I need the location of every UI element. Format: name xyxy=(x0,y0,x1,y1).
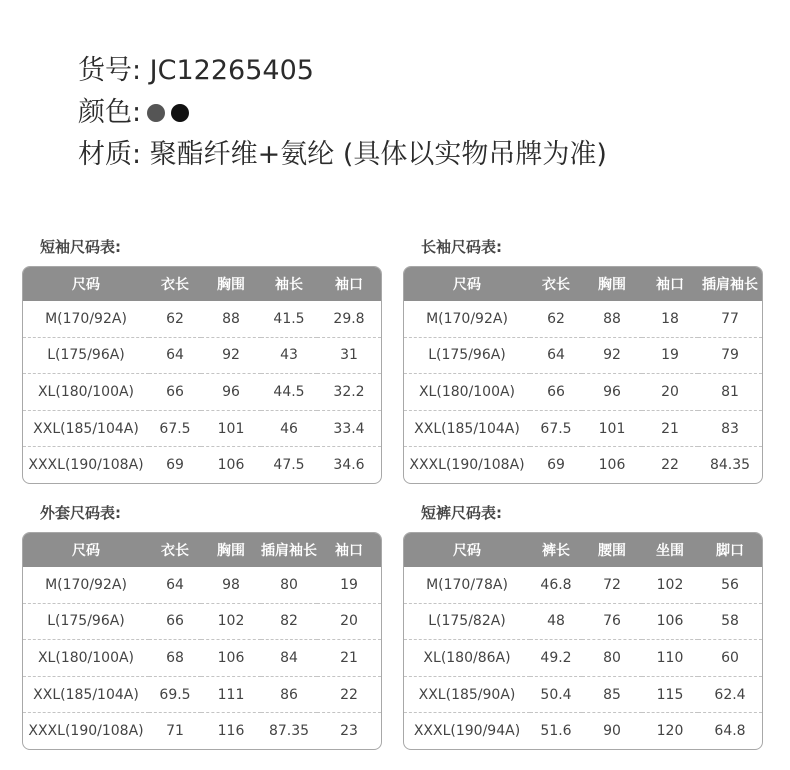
table-row xyxy=(23,373,381,410)
table-cell: XXL(185/104A) xyxy=(23,676,149,713)
table-cell: 67.5 xyxy=(149,410,201,447)
short-sleeve-table xyxy=(22,266,382,484)
column-header: 袖长 xyxy=(261,267,317,301)
table-cell: 62 xyxy=(547,310,565,327)
table-cell: 101 xyxy=(201,410,261,447)
shorts-section xyxy=(403,502,761,750)
item-number: 货号: JC12265405 xyxy=(78,55,314,86)
table-row xyxy=(23,639,381,676)
table-cell: 56 xyxy=(721,576,739,593)
long-sleeve-table xyxy=(403,266,763,484)
table-cell: 69.5 xyxy=(149,676,201,713)
column-header: 袖口 xyxy=(642,267,698,301)
column-header: 尺码 xyxy=(23,267,149,301)
table-cell: M(170/92A) xyxy=(45,576,127,593)
table-cell: 96 xyxy=(582,373,642,410)
table-cell: 49.2 xyxy=(530,639,582,676)
table-cell: 48 xyxy=(530,603,582,640)
table-row xyxy=(404,639,762,676)
table-cell: 106 xyxy=(201,446,261,483)
table-cell: 87.35 xyxy=(261,712,317,749)
table-cell: 44.5 xyxy=(261,373,317,410)
column-header: 衣长 xyxy=(530,267,582,301)
table-cell: XXL(185/104A) xyxy=(23,410,149,447)
long-sleeve-section xyxy=(403,236,761,484)
table-cell: 67.5 xyxy=(530,410,582,447)
table-cell: 22 xyxy=(642,446,698,483)
shorts-title: 短裤尺码表: xyxy=(421,504,502,522)
table-cell: 19 xyxy=(642,337,698,374)
column-header: 胸围 xyxy=(201,267,261,301)
table-row xyxy=(23,712,381,749)
table-cell: 68 xyxy=(149,639,201,676)
product-info xyxy=(78,50,607,176)
table-cell: L(175/96A) xyxy=(23,603,149,640)
table-cell: 77 xyxy=(721,310,739,327)
table-cell: 120 xyxy=(642,712,698,749)
table-cell: 58 xyxy=(698,603,762,640)
column-header: 坐围 xyxy=(642,533,698,567)
column-header: 腰围 xyxy=(582,533,642,567)
table-cell: 116 xyxy=(201,712,261,749)
table-cell: 88 xyxy=(603,310,621,327)
table-cell: 29.8 xyxy=(333,310,365,327)
table-header-row xyxy=(404,533,762,567)
table-cell: 64 xyxy=(149,337,201,374)
table-cell: M(170/92A) xyxy=(45,310,127,327)
jacket-title: 外套尺码表: xyxy=(40,504,121,522)
column-header: 袖口 xyxy=(317,533,381,567)
table-cell: 23 xyxy=(317,712,381,749)
table-header-row xyxy=(404,267,762,301)
table-cell: 80 xyxy=(582,639,642,676)
table-row xyxy=(404,676,762,713)
table-cell: 85 xyxy=(582,676,642,713)
table-cell: 115 xyxy=(642,676,698,713)
table-header-row xyxy=(23,267,381,301)
table-cell: 71 xyxy=(149,712,201,749)
table-cell: 18 xyxy=(661,310,679,327)
table-row xyxy=(23,301,381,337)
table-cell: 20 xyxy=(317,603,381,640)
table-cell: XL(180/86A) xyxy=(404,639,530,676)
column-header: 插肩袖长 xyxy=(261,533,317,567)
table-cell: XXXL(190/108A) xyxy=(404,446,530,483)
table-cell: L(175/96A) xyxy=(23,337,149,374)
table-cell: 47.5 xyxy=(261,446,317,483)
table-cell: 96 xyxy=(201,373,261,410)
color-swatch-grey xyxy=(147,104,165,122)
table-cell: 51.6 xyxy=(530,712,582,749)
table-row xyxy=(23,676,381,713)
table-cell: 69 xyxy=(149,446,201,483)
table-cell: XXL(185/90A) xyxy=(404,676,530,713)
table-cell: 20 xyxy=(642,373,698,410)
table-cell: 32.2 xyxy=(317,373,381,410)
table-cell: 66 xyxy=(530,373,582,410)
table-row xyxy=(23,410,381,447)
table-cell: XXXL(190/94A) xyxy=(404,712,530,749)
table-cell: 33.4 xyxy=(317,410,381,447)
table-cell: 62.4 xyxy=(698,676,762,713)
table-cell: 88 xyxy=(222,310,240,327)
table-cell: 92 xyxy=(201,337,261,374)
table-cell: L(175/82A) xyxy=(404,603,530,640)
table-cell: 50.4 xyxy=(530,676,582,713)
table-row xyxy=(404,446,762,483)
table-row xyxy=(23,446,381,483)
material: 材质: 聚酯纤维+氨纶 (具体以实物吊牌为准) xyxy=(78,139,607,170)
table-cell: 64 xyxy=(166,576,184,593)
table-cell: XL(180/100A) xyxy=(23,639,149,676)
table-cell: 83 xyxy=(698,410,762,447)
column-header: 胸围 xyxy=(201,533,261,567)
table-cell: 111 xyxy=(201,676,261,713)
column-header: 衣长 xyxy=(149,533,201,567)
table-cell: 22 xyxy=(317,676,381,713)
table-cell: 62 xyxy=(166,310,184,327)
table-cell: 66 xyxy=(149,373,201,410)
table-cell: 19 xyxy=(340,576,358,593)
table-cell: 79 xyxy=(698,337,762,374)
color-row xyxy=(78,92,607,134)
table-cell: L(175/96A) xyxy=(404,337,530,374)
table-cell: 81 xyxy=(698,373,762,410)
table-cell: XXL(185/104A) xyxy=(404,410,530,447)
table-row xyxy=(404,373,762,410)
column-header: 脚口 xyxy=(698,533,762,567)
table-cell: M(170/78A) xyxy=(426,576,508,593)
table-cell: 84.35 xyxy=(698,446,762,483)
table-cell: 90 xyxy=(582,712,642,749)
table-cell: 69 xyxy=(530,446,582,483)
short-sleeve-section xyxy=(22,236,380,484)
table-cell: 102 xyxy=(656,576,684,593)
column-header: 袖口 xyxy=(317,267,381,301)
table-cell: 46.8 xyxy=(540,576,572,593)
table-cell: 34.6 xyxy=(317,446,381,483)
table-cell: 41.5 xyxy=(273,310,305,327)
table-cell: 84 xyxy=(261,639,317,676)
table-cell: 72 xyxy=(603,576,621,593)
table-cell: 60 xyxy=(698,639,762,676)
table-cell: 98 xyxy=(222,576,240,593)
table-row xyxy=(23,567,381,603)
jacket-table xyxy=(22,532,382,750)
color-swatch-black xyxy=(171,104,189,122)
table-cell: 64.8 xyxy=(698,712,762,749)
table-row xyxy=(404,410,762,447)
table-cell: XXXL(190/108A) xyxy=(23,446,149,483)
table-row xyxy=(23,337,381,374)
table-cell: 101 xyxy=(582,410,642,447)
column-header: 衣长 xyxy=(149,267,201,301)
table-row xyxy=(404,712,762,749)
table-cell: 82 xyxy=(261,603,317,640)
table-row xyxy=(404,567,762,603)
short-sleeve-title: 短袖尺码表: xyxy=(40,238,121,256)
jacket-section xyxy=(22,502,380,750)
table-cell: XL(180/100A) xyxy=(404,373,530,410)
table-cell: 92 xyxy=(582,337,642,374)
column-header: 插肩袖长 xyxy=(698,267,762,301)
table-cell: 110 xyxy=(642,639,698,676)
color-label: 颜色: xyxy=(78,97,142,128)
table-cell: 66 xyxy=(149,603,201,640)
table-cell: 102 xyxy=(201,603,261,640)
table-cell: 21 xyxy=(642,410,698,447)
table-row xyxy=(23,603,381,640)
table-cell: 46 xyxy=(261,410,317,447)
table-cell: M(170/92A) xyxy=(426,310,508,327)
column-header: 尺码 xyxy=(404,533,530,567)
table-cell: XL(180/100A) xyxy=(23,373,149,410)
table-cell: 43 xyxy=(261,337,317,374)
shorts-table xyxy=(403,532,763,750)
column-header: 尺码 xyxy=(404,267,530,301)
table-row xyxy=(404,301,762,337)
table-row xyxy=(404,603,762,640)
table-cell: 21 xyxy=(317,639,381,676)
table-cell: 76 xyxy=(582,603,642,640)
table-cell: XXXL(190/108A) xyxy=(23,712,149,749)
table-cell: 86 xyxy=(261,676,317,713)
table-cell: 31 xyxy=(317,337,381,374)
table-cell: 64 xyxy=(530,337,582,374)
table-cell: 106 xyxy=(201,639,261,676)
table-header-row xyxy=(23,533,381,567)
column-header: 胸围 xyxy=(582,267,642,301)
table-cell: 106 xyxy=(582,446,642,483)
table-row xyxy=(404,337,762,374)
table-cell: 80 xyxy=(280,576,298,593)
column-header: 尺码 xyxy=(23,533,149,567)
long-sleeve-title: 长袖尺码表: xyxy=(421,238,502,256)
table-cell: 106 xyxy=(642,603,698,640)
column-header: 裤长 xyxy=(530,533,582,567)
